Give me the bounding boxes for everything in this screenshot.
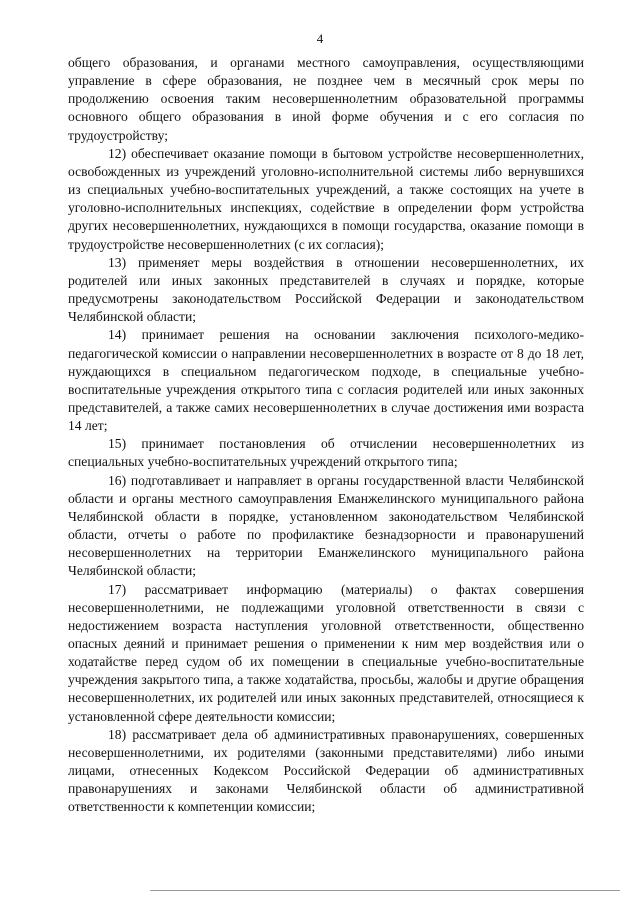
paragraph-item-16: 16) подготавливает и направляет в органы государственной власти Челябинской области и органы местного самоуправления Еманжелинского муниципального района Челябинской области в порядке, установленном законодательством Челябинской области, отчеты о работе по профилактике безнадзорности и правонарушений несовершеннолетних на территории Еманжелинского муниципального района Челябинской области; — [68, 472, 584, 579]
paragraph-11-continuation: общего образования, и органами местного самоуправления, осуществляющими управление в сфере образования, не позднее чем в месячный срок меры по продолжению освоения таким несовершеннолетним образовательной программы основного общего образования в иной форме обучения и с его согласия по трудоустройству; — [68, 55, 584, 143]
paragraph-item-18: 18) рассматривает дела об административных правонарушениях, совершенных несовершеннолетними, их родителями (законными представителями) либо иными лицами, отнесенных Кодексом Российской Федерации об административных правонарушениях и законами Челябинской области об административной ответственности к компетенции комиссии; — [68, 726, 584, 815]
paragraph-item-14: 14) принимает решения на основании заключения психолого-медико-педагогической комиссии о направлении несовершеннолетних в возрасте от 8 до 18 лет, нуждающихся в специальном педагогическом подходе, в специальные учебно-воспитательные учреждения открытого типа с согласия родителей или иных законных представителей, а также самих несовершеннолетних в случае достижения ими возраста 14 лет; — [68, 327, 584, 434]
paragraph-item-15: 15) принимает постановления об отчислении несовершеннолетних из специальных учебно-воспитательных учреждений открытого типа; — [68, 436, 584, 470]
footer-divider — [150, 890, 620, 891]
paragraph-item-12: 12) обеспечивает оказание помощи в бытовом устройстве несовершеннолетних, освобожденных из учреждений уголовно-исполнительной системы либо вернувшихся из специальных учебно-воспитательных учреждений, а также состоящих на учете в уголовно-исполнительных инспекциях, содействие в определении форм устройства других несовершеннолетних, нуждающихся в помощи государства, оказание помощи в трудоустройстве несовершеннолетних (с их согласия); — [68, 145, 584, 252]
paragraph-item-13: 13) применяет меры воздействия в отношении несовершеннолетних, их родителей или иных законных представителей в случаях и порядке, которые предусмотрены законодательством Российской Федерации и законодательством Челябинской области; — [68, 254, 584, 325]
page-number: 4 — [316, 31, 324, 46]
document-body — [68, 54, 584, 817]
paragraph-item-17: 17) рассматривает информацию (материалы) о фактах совершения несовершеннолетними, не подлежащими уголовной ответственности в связи с недостижением возраста наступления уголовной ответственности, общественно опасных деяний и принимает решения о применении к ним мер воздействия или о ходатайстве перед судом об их помещении в специальные учебно-воспитательные учреждения закрытого типа, а также ходатайства, просьбы, жалобы и другие обращения несовершеннолетних, их родителей или иных законных представителей, относящиеся к установленной сфере деятельности комиссии; — [68, 581, 584, 724]
